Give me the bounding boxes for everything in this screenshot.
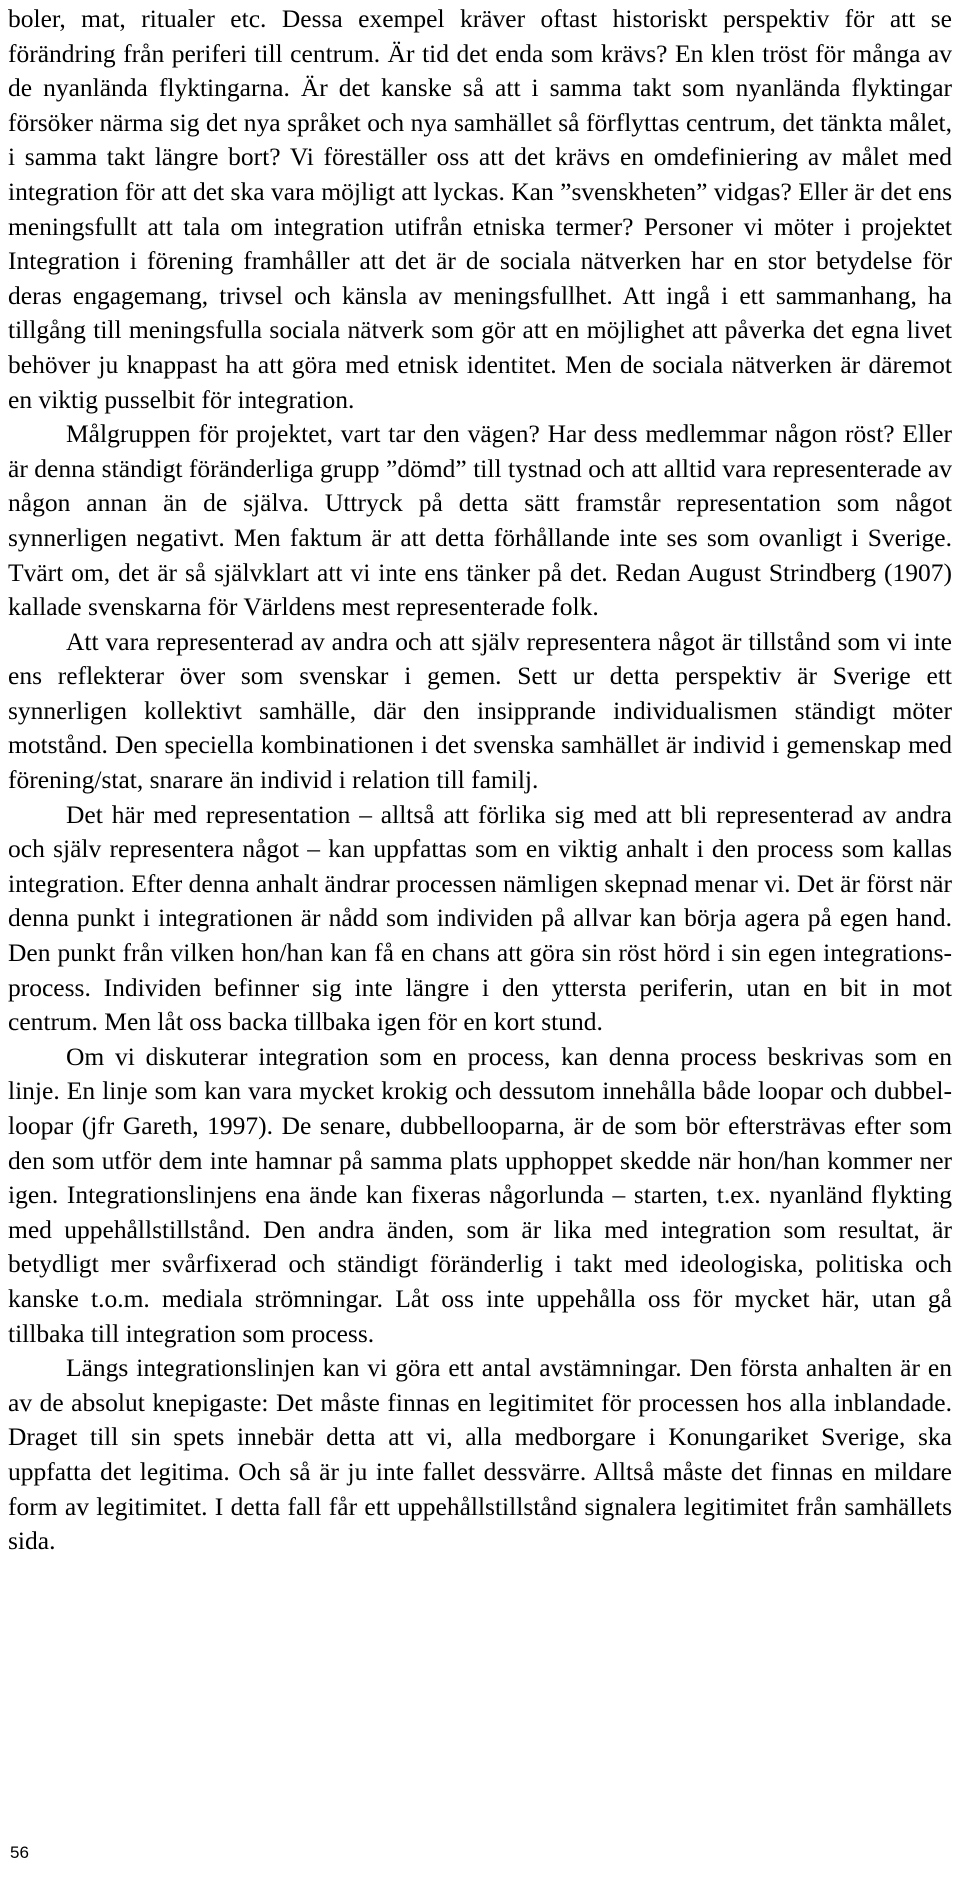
paragraph: Längs integrationslinjen kan vi göra ett antal avstämningar. Den första anhalten är en av de absolut knepigaste: Det måste finnas en legitimitet för processen hos alla inblandade. Draget till sin spets innebär detta att vi, alla medborgare i Konungariket Sverige, ska uppfatta det legitima. Och så är ju inte fallet dessvärre. Alltså måste det finnas en mildare form av legitimitet. I detta fall får ett uppehållstillstånd signalera legitimitet från samhällets sida. <box>8 1353 952 1556</box>
body-text <box>8 2 952 1559</box>
paragraph: Målgruppen för projektet, vart tar den vägen? Har dess medlemmar någon röst? Eller är denna ständigt föränderliga grupp ”dömd” till tystnad och att alltid vara representerade av någon annan än de själva. Uttryck på detta sätt framstår representation som något synnerligen negativt. Men faktum är att detta förhållande inte ses som ovanligt i Sverige. Tvärt om, det är så självklart att vi inte ens tänker på det. Redan August Strindberg (1907) kallade svenskarna för Världens mest representerade folk. <box>8 419 952 622</box>
paragraph: boler, mat, ritualer etc. Dessa exempel kräver oftast historiskt perspektiv för att se förändring från periferi till centrum. Är tid det enda som krävs? En klen tröst för många av de nyanlända flyktingarna. Är det kanske så att i samma takt som nyanlända flyktingar försöker närma sig det nya språket och nya samhället så förflyttas centrum, det tänkta målet, i samma takt längre bort? Vi föreställer oss att det krävs en omdefiniering av målet med integration för att det ska vara möjligt att lyckas. Kan ”svenskheten” vidgas? Eller är det ens meningsfullt att tala om integration utifrån etniska termer? Personer vi möter i projektet Integration i förening framhåller att det är de sociala nätverken har en stor betydelse för deras engagemang, trivsel och känsla av meningsfullhet. Att ingå i ett sammanhang, ha tillgång till meningsfulla sociala nätverk som gör att en möjlighet att påverka det egna livet behöver ju knappast ha att göra med etnisk identitet. Men de sociala nätverken är däremot en viktig pusselbit för integration. <box>8 4 952 414</box>
paragraph: Om vi diskuterar integration som en process, kan denna process beskrivas som en linje. En linje som kan vara mycket krokig och dessutom innehålla både loopar och dubbel-loopar (jfr Gareth, 1997). De senare, dubbellooparna, är de som bör eftersträvas efter som den som utför dem inte hamnar på samma plats upphoppet skedde när hon/han kommer ner igen. Integrationslinjens ena ände kan fixeras någorlunda – starten, t.ex. nyanländ flykting med uppehållstillstånd. Den andra änden, som är lika med integration som resultat, är betydligt mer svårfixerad och ständigt föränderlig i takt med ideologiska, politiska och kanske t.o.m. mediala strömningar. Låt oss inte uppehålla oss för mycket här, utan gå tillbaka till integration som process. <box>8 1041 952 1348</box>
page-number: 56 <box>10 1843 29 1862</box>
paragraph: Att vara representerad av andra och att själv representera något är tillstånd som vi inte ens reflekterar över som svenskar i gemen. Sett ur detta perspektiv är Sverige ett synnerligen kollektivt samhälle, där den insipprande individualismen ständigt möter motstånd. Den speciella kombinationen i det svenska samhället är individ i gemenskap med förening/stat, snarare än individ i relation till familj. <box>8 626 952 795</box>
paragraph: Det här med representation – alltså att förlika sig med att bli representerad av andra och själv representera något – kan uppfattas som en viktig anhalt i den process som kallas integration. Efter denna anhalt ändrar processen nämligen skepnad menar vi. Det är först när denna punkt i integrationen är nådd som individen på allvar kan börja agera på egen hand. Den punkt från vilken hon/han kan få en chans att göra sin röst hörd i sin egen integrationsprocess. Individen befinner sig inte längre i den yttersta periferin, utan en bit in mot centrum. Men låt oss backa tillbaka igen för en kort stund. <box>8 799 952 1037</box>
